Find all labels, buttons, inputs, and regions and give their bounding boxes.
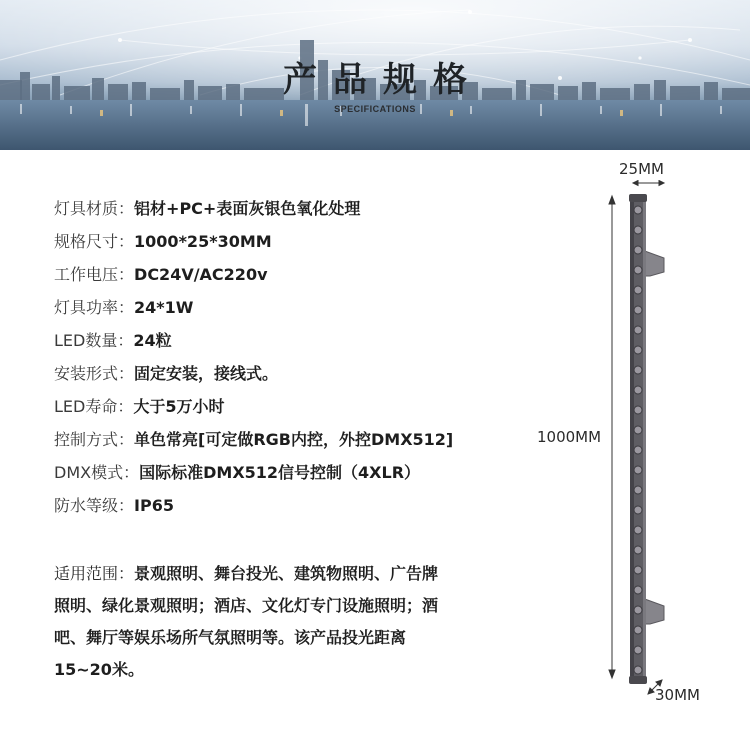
led-bead — [634, 386, 642, 394]
spec-colon: ： — [118, 364, 135, 383]
spec-row-installation — [54, 361, 524, 394]
application-text: 照明、绿化景观照明；酒店、文化灯专门设施照明；酒 — [54, 596, 439, 615]
led-bead — [634, 286, 642, 294]
spec-colon: ： — [118, 496, 135, 515]
page-subtitle: SPECIFICATIONS — [334, 104, 416, 114]
led-bead — [634, 366, 642, 374]
spec-label: DMX模式 — [54, 463, 124, 482]
led-bead — [634, 586, 642, 594]
width-dimension-label: 25MM — [619, 160, 664, 178]
spec-row-voltage — [54, 262, 524, 295]
spec-row-control — [54, 427, 524, 460]
led-bead — [634, 266, 642, 274]
spec-colon: ： — [123, 463, 140, 482]
length-dimension-label: 1000MM — [537, 428, 602, 446]
spec-label: 规格尺寸 — [54, 232, 119, 251]
page-title: 产品规格 — [283, 60, 483, 100]
spec-label: 灯具材质 — [54, 199, 119, 218]
application-line — [54, 558, 514, 590]
depth-dimension-label: 30MM — [655, 686, 700, 704]
led-bead — [634, 646, 642, 654]
led-bead — [634, 486, 642, 494]
application-paragraph — [54, 558, 514, 686]
spec-row-size — [54, 229, 524, 262]
spec-colon: ： — [117, 331, 134, 350]
application-line — [54, 622, 514, 654]
spec-value: 1000*25*30MM — [134, 232, 272, 251]
led-bead — [634, 226, 642, 234]
led-bead — [634, 326, 642, 334]
spec-row-waterproof — [54, 493, 524, 526]
spec-label: 灯具功率 — [54, 298, 119, 317]
spec-colon: ： — [118, 199, 135, 218]
spec-row-dmx — [54, 460, 524, 493]
led-wall-washer-drawing — [590, 180, 680, 700]
led-bead — [634, 306, 642, 314]
led-bead — [634, 666, 642, 674]
header-banner — [0, 0, 750, 150]
led-bead — [634, 446, 642, 454]
spec-row-lifespan — [54, 394, 524, 427]
led-bead — [634, 506, 642, 514]
spec-list — [54, 196, 524, 526]
led-bead — [634, 246, 642, 254]
spec-label: LED寿命 — [54, 397, 118, 416]
led-bead — [634, 626, 642, 634]
led-bead — [634, 346, 642, 354]
spec-label: 控制方式 — [54, 430, 119, 449]
led-bead — [634, 206, 642, 214]
application-label: 适用范围： — [54, 564, 135, 583]
application-text: 吧、舞厅等娱乐场所气氛照明等。该产品投光距离 — [54, 628, 407, 647]
led-bead — [634, 426, 642, 434]
application-line — [54, 590, 514, 622]
application-line — [54, 654, 514, 686]
spec-value: IP65 — [134, 496, 174, 515]
spec-colon: ： — [118, 232, 135, 251]
spec-row-power — [54, 295, 524, 328]
led-bead — [634, 546, 642, 554]
spec-value: 单色常亮[可定做RGB内控，外控DMX512] — [134, 430, 454, 449]
width-arrow — [633, 181, 664, 186]
spec-value: 固定安装，接线式。 — [134, 364, 279, 383]
application-text: 15~20米。 — [54, 660, 144, 679]
depth-arrow — [648, 680, 662, 694]
spec-value: 铝材+PC+表面灰银色氧化处理 — [134, 199, 361, 218]
led-bead — [634, 566, 642, 574]
application-text: 景观照明、舞台投光、建筑物照明、广告牌 — [134, 564, 439, 583]
length-arrow — [609, 196, 615, 678]
spec-value: 24粒 — [133, 331, 172, 350]
spec-value: 大于5万小时 — [133, 397, 225, 416]
spec-label: 防水等级 — [54, 496, 119, 515]
spec-row-material — [54, 196, 524, 229]
spec-colon: ： — [117, 397, 134, 416]
spec-colon: ： — [118, 265, 135, 284]
led-bead — [634, 606, 642, 614]
led-bead — [634, 466, 642, 474]
led-bead — [634, 406, 642, 414]
spec-value: 国际标准DMX512信号控制（4XLR） — [139, 463, 421, 482]
spec-colon: ： — [118, 298, 135, 317]
spec-value: DC24V/AC220v — [134, 265, 268, 284]
spec-row-led-count — [54, 328, 524, 361]
led-bead — [634, 526, 642, 534]
spec-label: 工作电压 — [54, 265, 119, 284]
spec-value: 24*1W — [134, 298, 194, 317]
spec-label: 安装形式 — [54, 364, 119, 383]
spec-colon: ： — [118, 430, 135, 449]
spec-label: LED数量 — [54, 331, 118, 350]
